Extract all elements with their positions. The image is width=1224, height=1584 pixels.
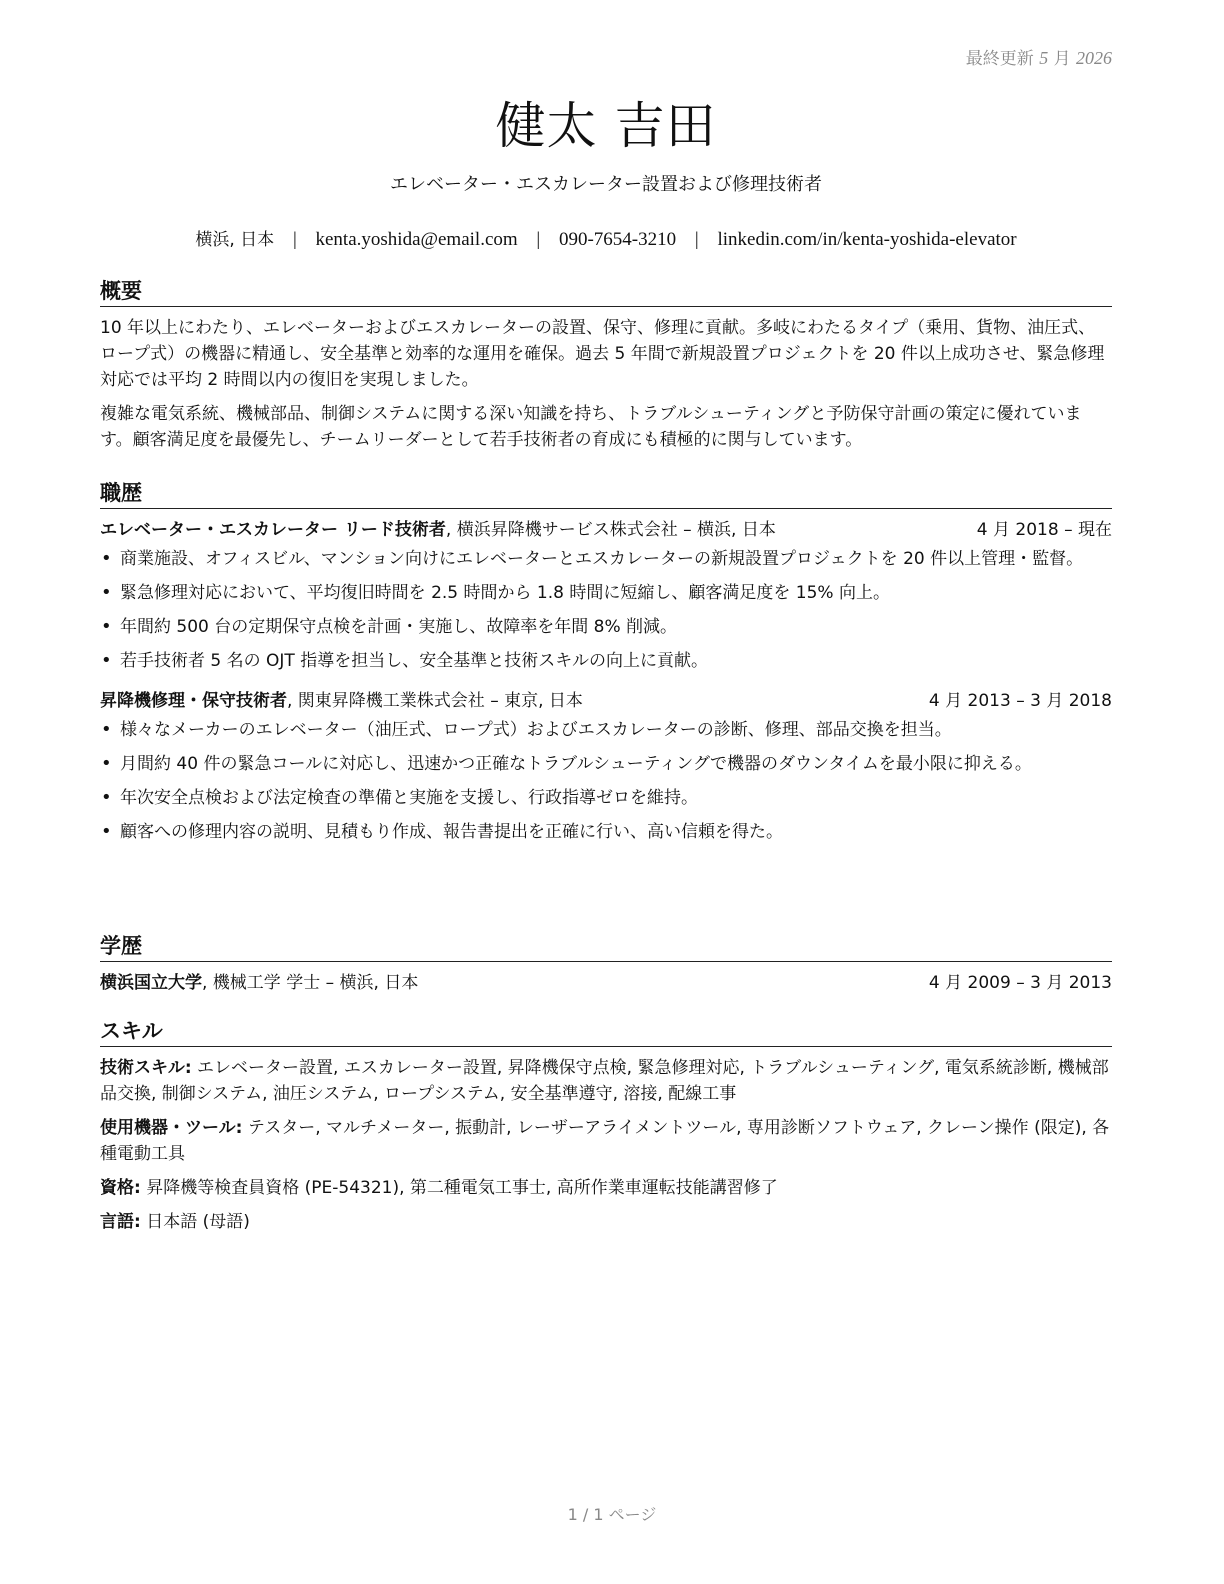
last-updated-month-unit: 月	[1053, 49, 1071, 69]
experience-title: 職歴	[100, 480, 1112, 509]
candidate-name: 健太 吉田	[495, 97, 717, 155]
job-entry	[100, 688, 1112, 845]
job-bullet: • 年間約 500 台の定期保守点検を計画・実施し、故障率を年間 8% 削減。	[120, 614, 1112, 640]
skill-row	[100, 1209, 1112, 1235]
skill-row	[100, 1175, 1112, 1201]
skill-label: 資格:	[100, 1178, 141, 1198]
skills-section	[100, 1018, 1112, 1243]
contact-location: 横浜, 日本	[195, 230, 275, 250]
experience-section	[100, 480, 1112, 853]
education-dates: 4 月 2009 – 3 月 2013	[928, 973, 1112, 993]
skill-value: 昇降機等検査員資格 (PE-54321), 第二種電気工事士, 高所作業車運転技能講習修了	[140, 1178, 778, 1198]
skill-value: テスター, マルチメーター, 振動計, レーザーアライメントツール, 専用診断ソフトウェア, クレーン操作 (限定), 各種電動工具	[100, 1118, 1110, 1164]
job-bullet: • 商業施設、オフィスビル、マンション向けにエレベーターとエスカレーターの新規設置プロジェクトを 20 件以上管理・監督。	[120, 546, 1112, 572]
page-indicator: 1 / 1 ページ	[567, 1505, 657, 1524]
education-detail: , 機械工学 学士 – 横浜, 日本	[202, 973, 419, 993]
summary-paragraph: 複雑な電気系統、機械部品、制御システムに関する深い知識を持ち、トラブルシューティングと予防保守計画の策定に優れています。顧客満足度を最優先し、チームリーダーとして若手技術者の育成にも積極的に関与しています。	[100, 404, 1082, 450]
summary-paragraph: 10 年以上にわたり、エレベーターおよびエスカレーターの設置、保守、修理に貢献。多岐にわたるタイプ（乗用、貨物、油圧式、ロープ式）の機器に精通し、安全基準と効率的な運用を確保。過去 5 年間で新規設置プロジェクトを 20 件以上成功させ、緊急修理対応では平均 2 時間以内の復旧を実現しました。	[100, 318, 1105, 390]
job-role: エレベーター・エスカレーター リード技術者	[100, 520, 446, 540]
job-header	[100, 517, 1112, 543]
skill-label: 使用機器・ツール:	[100, 1118, 243, 1138]
job-bullet: • 年次安全点検および法定検査の準備と実施を支援し、行政指導ゼロを維持。	[120, 785, 1112, 811]
job-dates: 4 月 2018 – 現在	[976, 520, 1112, 540]
skill-label: 技術スキル:	[100, 1058, 192, 1078]
last-updated-label: 最終更新	[965, 49, 1034, 69]
job-bullets	[100, 546, 1112, 674]
skill-row	[100, 1115, 1112, 1167]
summary-section	[100, 278, 1112, 461]
candidate-headline: エレベーター・エスカレーター設置および修理技術者	[390, 174, 822, 195]
job-entry	[100, 517, 1112, 674]
job-bullet: • 若手技術者 5 名の OJT 指導を担当し、安全基準と技術スキルの向上に貢献。	[120, 648, 1112, 674]
contact-email[interactable]: kenta.yoshida@email.com	[315, 229, 518, 250]
education-section	[100, 933, 1112, 996]
last-updated	[966, 44, 1112, 69]
skill-value: 日本語 (母語)	[140, 1212, 250, 1232]
education-title: 学歴	[100, 933, 1112, 962]
job-dates: 4 月 2013 – 3 月 2018	[928, 691, 1112, 711]
contact-separator: |	[694, 229, 699, 250]
skill-label: 言語:	[100, 1212, 141, 1232]
job-bullet: • 様々なメーカーのエレベーター（油圧式、ロープ式）およびエスカレーターの診断、修理、部品交換を担当。	[120, 717, 1112, 743]
job-bullet: • 緊急修理対応において、平均復旧時間を 2.5 時間から 1.8 時間に短縮し、顧客満足度を 15% 向上。	[120, 580, 1112, 606]
contact-separator: |	[536, 229, 541, 250]
contact-line	[100, 225, 1112, 251]
summary-title: 概要	[100, 278, 1112, 307]
job-company: , 関東昇降機工業株式会社 – 東京, 日本	[287, 691, 583, 711]
job-bullet: • 顧客への修理内容の説明、見積もり作成、報告書提出を正確に行い、高い信頼を得た。	[120, 819, 1112, 845]
last-updated-year: 2026	[1076, 48, 1112, 68]
contact-separator: |	[292, 229, 297, 250]
job-bullet: • 月間約 40 件の緊急コールに対応し、迅速かつ正確なトラブルシューティングで機器のダウンタイムを最小限に抑える。	[120, 751, 1112, 777]
contact-linkedin[interactable]: linkedin.com/in/kenta-yoshida-elevator	[717, 229, 1017, 250]
job-header	[100, 688, 1112, 714]
skill-row	[100, 1055, 1112, 1107]
skills-title: スキル	[100, 1018, 1112, 1047]
last-updated-month: 5	[1039, 48, 1049, 68]
education-entry	[100, 970, 1112, 996]
skill-value: エレベーター設置, エスカレーター設置, 昇降機保守点検, 緊急修理対応, トラブルシューティング, 電気系統診断, 機械部品交換, 制御システム, 油圧システム, ロープシステム, 安全基準遵守, 溶接, 配線工事	[100, 1058, 1109, 1104]
job-company: , 横浜昇降機サービス株式会社 – 横浜, 日本	[445, 520, 776, 540]
job-role: 昇降機修理・保守技術者	[100, 691, 287, 711]
job-bullets	[100, 717, 1112, 845]
contact-phone: 090-7654-3210	[558, 229, 677, 250]
education-school: 横浜国立大学	[100, 973, 202, 993]
